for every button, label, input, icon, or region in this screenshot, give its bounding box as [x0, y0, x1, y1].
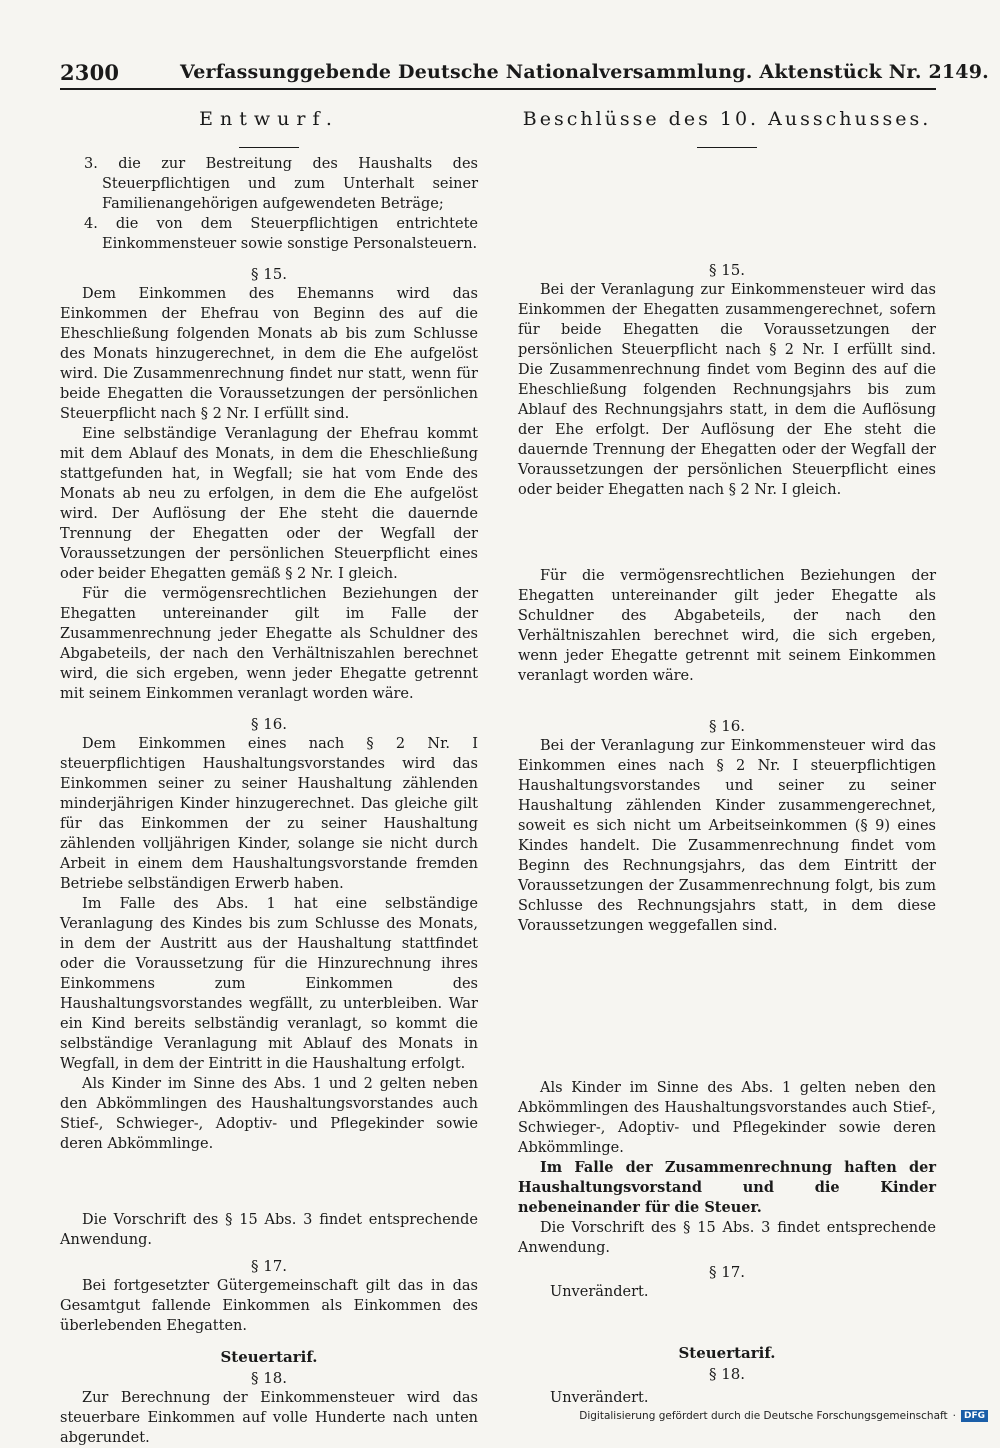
paragraph: Dem Einkommen des Ehemanns wird das Einkommen der Ehefrau von Beginn des auf die Eheschließung folgenden Monats ab bis zum Schlusse des Monats hinzugerechnet, in dem die Ehe aufgelöst wird. Die Zusammenrechnung findet nur statt, wenn für beide Ehegatten die Voraussetzungen der persönlichen Steuerpflicht nach § 2 Nr. I erfüllt sind.: [60, 286, 478, 422]
paragraph: Bei fortgesetzter Gütergemeinschaft gilt das in das Gesamtgut fallende Einkommen als Einkommen des überlebenden Ehegatten.: [60, 1278, 478, 1334]
unchanged-note: Unverändert.: [550, 1284, 649, 1300]
section-number-16: § 16.: [250, 715, 288, 733]
paragraph: Bei der Veranlagung zur Einkommensteuer wird das Einkommen eines nach § 2 Nr. I steuerpflichtigen Haushaltungsvorstandes und seiner zu seiner Haushaltung zählenden Kinder zusammengerechnet, soweit es sich nicht um Arbeitseinkommen (§ 9) eines Kindes handelt. Die Zusammenrechnung findet vom Beginn des Rechnungsjahrs, das dem Eintritt der Voraussetzungen der Zusammenrechnung folgt, bis zum Schlusse des Rechnungsjahrs statt, in dem diese Voraussetzungen weggefallen sind.: [518, 738, 936, 934]
paragraph: Für die vermögensrechtlichen Beziehungen der Ehegatten untereinander gilt jeder Ehegatte als Schuldner des Abgabeteils, der nach den Verhältniszahlen berechnet wird, die sich ergeben, wenn jeder Ehegatte getrennt mit seinem Einkommen veranlagt worden wäre.: [518, 568, 936, 684]
paragraph: Dem Einkommen eines nach § 2 Nr. I steuerpflichtigen Haushaltungsvorstandes wird das Einkommen seiner zu seiner Haushaltung zählenden minderjährigen Kinder hinzugerechnet. Das gleiche gilt für das Einkommen der zu seiner Haushaltung zählenden volljährigen Kinder, solange sie nicht durch Arbeit in einem dem Haushaltungsvorstande fremden Betriebe selbständigen Erwerb haben.: [60, 736, 478, 892]
draft-heading: Entwurf.: [60, 108, 478, 154]
dfg-logo-icon: DFG: [961, 1410, 988, 1422]
section-number-16: § 16.: [708, 717, 746, 735]
section-number-17: § 17.: [708, 1263, 746, 1281]
paragraph: Zur Berechnung der Einkommensteuer wird das steuerbare Einkommen auf volle Hunderte nach unten abgerundet.: [60, 1390, 478, 1446]
dfg-logo: ·: [952, 1410, 956, 1422]
paragraph: Eine selbständige Veranlagung der Ehefrau kommt mit dem Ablauf des Monats, in dem die Eheschließung stattgefunden hat, in Wegfall; sie hat vom Ende des Monats ab neu zu erfolgen, in dem die Ehe aufgelöst wird. Der Auflösung der Ehe steht die dauernde Trennung der Ehegatten oder der Wegfall der Voraussetzungen der persönlichen Steuerpflicht eines oder beider Ehegatten gemäß § 2 Nr. I gleich.: [60, 426, 478, 582]
funding-credit-text: Digitalisierung gefördert durch die Deutsche Forschungsgemeinschaft: [579, 1410, 948, 1422]
funding-credit: [579, 1410, 988, 1422]
section-number-18: § 18.: [250, 1369, 288, 1387]
paragraph: Als Kinder im Sinne des Abs. 1 und 2 gelten neben den Abkömmlingen des Haushaltungsvorstandes auch Stief-, Schwieger-, Adoptiv- und Pflegekinder sowie deren Abkömmlinge.: [60, 1076, 478, 1152]
running-title: Verfassunggebende Deutsche Nationalversammlung. Aktenstück Nr. 2149.: [180, 61, 989, 83]
section-number-17: § 17.: [250, 1257, 288, 1275]
committee-column: [518, 108, 936, 1408]
section-number-15: § 15.: [708, 261, 746, 279]
page-number: 2300: [60, 60, 120, 85]
section-number-18: § 18.: [708, 1365, 746, 1383]
paragraph: Die Vorschrift des § 15 Abs. 3 findet entsprechende Anwendung.: [518, 1220, 936, 1256]
section-number-15: § 15.: [250, 265, 288, 283]
tariff-heading: Steuertarif.: [220, 1348, 318, 1366]
paragraph: Im Falle der Zusammenrechnung haften der Haushaltungsvorstand und die Kinder nebeneinander für die Steuer.: [518, 1159, 936, 1216]
page-header: [60, 58, 989, 90]
paragraph: Als Kinder im Sinne des Abs. 1 gelten neben den Abkömmlingen des Haushaltungsvorstandes auch Stief-, Schwieger-, Adoptiv- und Pflegekinder sowie deren Abkömmlinge.: [518, 1080, 936, 1156]
unchanged-note: Unverändert.: [550, 1390, 649, 1406]
tariff-heading: Steuertarif.: [678, 1344, 776, 1362]
committee-heading: Beschlüsse des 10. Ausschusses.: [518, 108, 936, 154]
paragraph: Bei der Veranlagung zur Einkommensteuer wird das Einkommen der Ehegatten zusammengerechnet, sofern für beide Ehegatten die Voraussetzungen der persönlichen Steuerpflicht nach § 2 Nr. I erfüllt sind. Die Zusammenrechnung findet vom Beginn des auf die Eheschließung folgenden Rechnungsjahrs bis zum Ablauf des Rechnungsjahrs statt, in dem die Auflösung der Ehe erfolgt. Der Auflösung der Ehe steht die dauernde Trennung der Ehegatten oder der Wegfall der Voraussetzungen der persönlichen Steuerpflicht eines oder beider Ehegatten nach § 2 Nr. I gleich.: [518, 282, 936, 498]
paragraph: Für die vermögensrechtlichen Beziehungen der Ehegatten untereinander gilt im Falle der Zusammenrechnung jeder Ehegatte als Schuldner des Abgabeteils, der nach den Verhältniszahlen berechnet wird, die sich ergeben, wenn jeder Ehegatte getrennt mit seinem Einkommen veranlagt worden wäre.: [60, 586, 478, 702]
list-item: 4. die von dem Steuerpflichtigen entrichtete Einkommensteuer sowie sonstige Personalsteuern.: [84, 216, 478, 252]
paragraph: Die Vorschrift des § 15 Abs. 3 findet entsprechende Anwendung.: [60, 1212, 478, 1248]
draft-column: [60, 108, 478, 1448]
list-item: 3. die zur Bestreitung des Haushalts des Steuerpflichtigen und zum Unterhalt seiner Familienangehörigen aufgewendeten Beträge;: [84, 156, 478, 212]
paragraph: Im Falle des Abs. 1 hat eine selbständige Veranlagung des Kindes bis zum Schlusse des Monats, in dem der Austritt aus der Haushaltung stattfindet oder die Voraussetzung für die Hinzurechnung ihres Einkommens zum Einkommen des Haushaltungsvorstandes wegfällt, zu unterbleiben. War ein Kind bereits selbständig veranlagt, so kommt die selbständige Veranlagung mit Ablauf des Monats in Wegfall, in dem der Eintritt in die Haushaltung erfolgt.: [60, 896, 478, 1072]
